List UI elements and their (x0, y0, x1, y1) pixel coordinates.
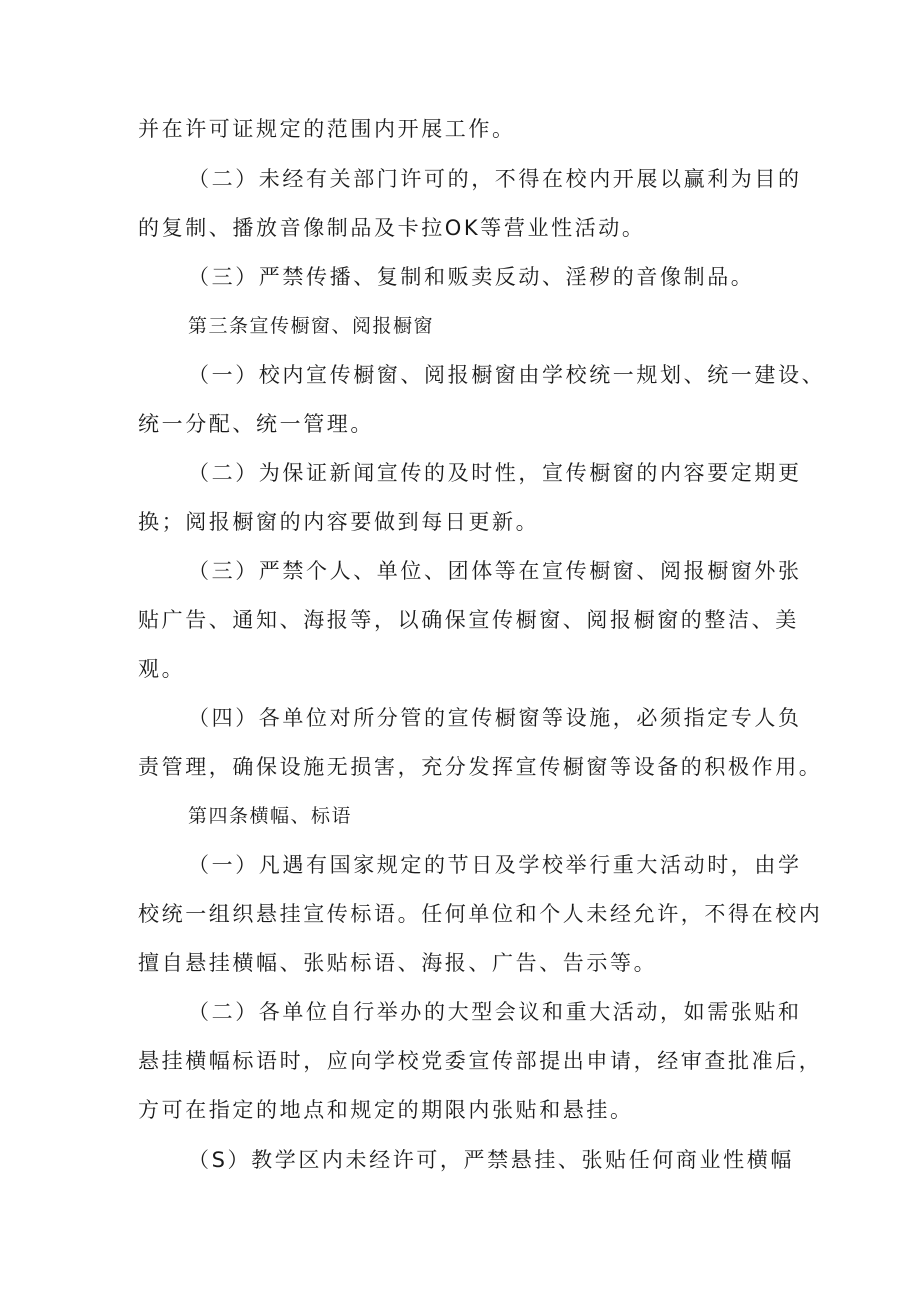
text-line: 悬挂横幅标语时，应向学校党委宣传部提出申请，经审查批准后， (138, 1049, 823, 1073)
text-line: 统一分配、统一管理。 (138, 412, 374, 436)
section-heading: 第三条宣传橱窗、阅报橱窗 (188, 315, 435, 337)
paragraph-line: （三）严禁传播、复制和贩卖反动、淫秽的音像制品。 (188, 265, 755, 289)
paragraph-line: （四）各单位对所分管的宣传橱窗等设施，必须指定专人负 (188, 706, 802, 730)
paragraph-line: （二）各单位自行举办的大型会议和重大活动，如需张贴和 (188, 1000, 802, 1024)
text-line: 方可在指定的地点和规定的期限内张贴和悬挂。 (138, 1098, 634, 1122)
paragraph-line: （S）教学区内未经许可，严禁悬挂、张贴任何商业性横幅 (188, 1148, 794, 1172)
text-line: 换；阅报橱窗的内容要做到每日更新。 (138, 510, 540, 534)
paragraph-line: （一）校内宣传橱窗、阅报橱窗由学校统一规划、统一建设、 (188, 363, 826, 387)
text-line: 贴广告、通知、海报等，以确保宣传橱窗、阅报橱窗的整洁、美 (138, 608, 799, 632)
text-line: 责管理，确保设施无损害，充分发挥宣传橱窗等设备的积极作用。 (138, 755, 823, 779)
paragraph-line: （一）凡遇有国家规定的节日及学校举行重大活动时，由学 (188, 853, 802, 877)
text-line: 擅自悬挂横幅、张贴标语、海报、广告、告示等。 (138, 951, 658, 975)
paragraph-line: （三）严禁个人、单位、团体等在宣传橱窗、阅报橱窗外张 (188, 559, 802, 583)
text-line: 的复制、播放音像制品及卡拉OK等营业性活动。 (138, 216, 646, 240)
paragraph-line: （二）为保证新闻宣传的及时性，宣传橱窗的内容要定期更 (188, 461, 802, 485)
text-line: 并在许可证规定的范围内开展工作。 (138, 117, 516, 141)
section-heading: 第四条横幅、标语 (188, 805, 353, 827)
paragraph-line: （二）未经有关部门许可的，不得在校内开展以赢利为目的 (188, 167, 802, 191)
text-line: 校统一组织悬挂宣传标语。任何单位和个人未经允许，不得在校内 (138, 902, 823, 926)
text-line: 观。 (138, 657, 186, 681)
